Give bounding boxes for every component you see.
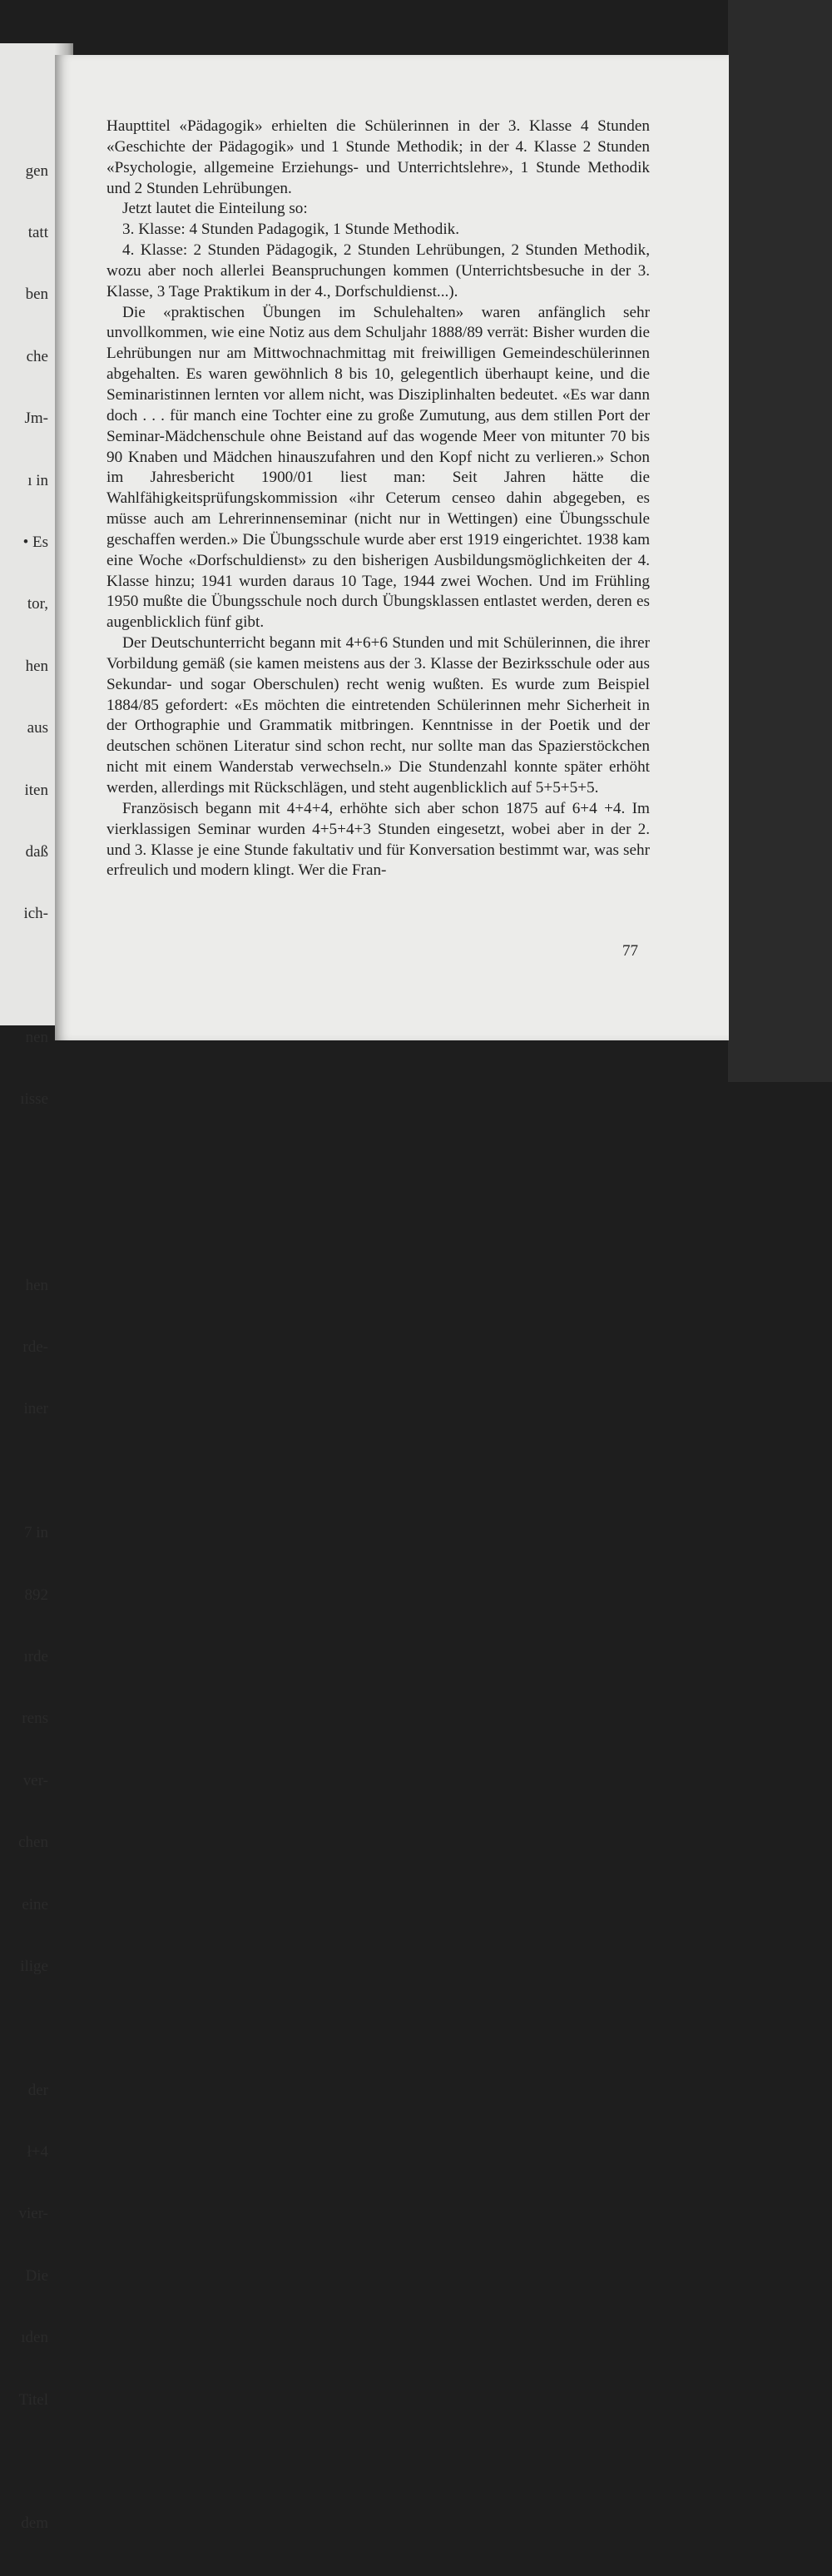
left-line: hen bbox=[25, 657, 48, 675]
left-line: ben bbox=[25, 285, 48, 304]
left-line: 7 in bbox=[23, 1524, 48, 1542]
left-line: ver- bbox=[22, 1771, 48, 1789]
left-line: tor, bbox=[27, 595, 48, 613]
left-line bbox=[18, 2018, 48, 2039]
paragraph-klasse-4: 4. Klasse: 2 Stunden Pädagogik, 2 Stunden Lehrübungen, 2 Stunden Methodik, wozu aber noch allerlei Beanspruchungen kommen (Unterrichtsbesuche in der 3. Klasse, 3 Tage Praktikum in der 4., Dorfschuldienst...). bbox=[106, 241, 650, 300]
paragraph-haupttitel: Haupttitel «Pädagogik» erhielten die Schülerinnen in der 3. Klasse 4 Stunden «Geschichte der Pädagogik» und 1 Stunde Methodik; in der 4. Klasse 2 Stunden «Psychologie, allgemeine Erziehungs- und Unterrichtslehre», 1 Stunde Methodik und 2 Stunden Lehrübungen. bbox=[106, 117, 650, 197]
page-body-text bbox=[106, 117, 650, 881]
paragraph-praktische-uebungen: Die «praktischen Übungen im Schulehalten» waren anfänglich sehr unvollkommen, wie eine Notiz aus dem Schuljahr 1888/89 verrät: Bisher wurden die Lehrübungen nur am Mittwochnachmittag mit freiwilligen Gemeindeschülerinnen abgehalten. Es waren gewöhnlich 8 bis 10, gelegentlich überhaupt keine, und die Seminaristinnen lernten vor allem nicht, was Disziplinhalten bedeutet. «Es war dann doch . . . für manch eine Tochter eine zu große Zumutung, aus dem stillen Port der Seminar-Mädchenschule ohne Beistand auf das wogende Meer von mitunter 70 bis 90 Knaben und Mädchen hinauszufahren und den Kopf nicht zu verlieren.» Schon im Jahresbericht 1900/01 liest man: Seit Jahren hätte die Wahlfähigkeitsprüfungskommission «ihr Ceterum censeo dahin abgegeben, es müsse auch am Lehrerinnenseminar (nicht nur in Wettingen) eine Übungsschule geschaffen werden.» Die Übungsschule wurde aber erst 1919 eingerichtet. 1938 kam eine Woche «Dorfschuldienst» zu den bisherigen Ausbildungsmöglichkeiten der 4. Klasse hinzu; 1941 wurden daraus 10 Tage, 1944 zwei Wochen. Und im Frühling 1950 mußte die Übungsschule noch durch Übungsklassen entlastet werden, deren es augenblicklich fünf gibt. bbox=[106, 303, 650, 632]
left-line: tatt bbox=[27, 223, 48, 241]
left-line: nen bbox=[25, 1029, 48, 1047]
book-page bbox=[55, 55, 729, 1040]
left-line: ıden bbox=[21, 2329, 48, 2347]
left-line: iner bbox=[23, 1400, 48, 1418]
left-line: ı in bbox=[27, 471, 48, 489]
left-line: Jm- bbox=[24, 409, 48, 428]
page-number: 77 bbox=[622, 942, 638, 960]
left-line bbox=[18, 1214, 48, 1234]
left-line: Titel bbox=[18, 2390, 48, 2409]
left-line: ich- bbox=[23, 905, 48, 923]
left-line: daß bbox=[25, 842, 48, 861]
left-line: che bbox=[26, 347, 48, 365]
left-line: ırde bbox=[23, 1647, 48, 1665]
paragraph-franzoesisch: Französisch begann mit 4+4+4, erhöhte sich aber schon 1875 auf 6+4 +4. Im vierklassigen Seminar wurden 4+5+4+3 Stunden eingesetzt, wobei aber in der 2. und 3. Klasse je eine Stunde fakultativ und für Konversation bestimmt war, was sehr erfreulich und modern klingt. Wer die Fran- bbox=[106, 799, 650, 880]
left-line: eine bbox=[22, 1895, 48, 1913]
left-line bbox=[18, 2452, 48, 2473]
left-line: rens bbox=[22, 1710, 48, 1728]
left-line: 892 bbox=[24, 1586, 48, 1604]
left-line: der bbox=[27, 2081, 48, 2099]
left-line: iten bbox=[24, 781, 48, 799]
left-line: chen bbox=[18, 1834, 48, 1852]
left-line: vier- bbox=[18, 2205, 48, 2223]
left-line: aus bbox=[27, 719, 48, 737]
left-line: Die bbox=[25, 2266, 48, 2285]
left-line bbox=[18, 966, 48, 987]
paragraph-deutschunterricht: Der Deutschunterricht begann mit 4+6+6 Stunden und mit Schülerinnen, die ihrer Vorbildung gemäß (sie kamen meistens aus der 3. Klasse der Bezirksschule oder aus Sekundar- und sogar Oberschulen) recht wenig wußten. Es wurde zum Beispiel 1884/85 gefordert: «Es möchten die eintretenden Schülerinnen mehr Sicherheit in der Orthographie und Grammatik mitbringen. Kenntnisse in der Poetik und der deutschen schönen Literatur sind schon recht, nur sollte man das Spazierstöckchen nicht mit einem Wanderstab verwechseln.» Die Stundenzahl konnte später erhöht werden, allerdings mit Rückschlägen, und steht augenblicklich auf 5+5+5+5. bbox=[106, 634, 650, 797]
dark-background-right bbox=[728, 0, 832, 1082]
left-line bbox=[18, 1462, 48, 1482]
left-line: • Es bbox=[22, 533, 48, 551]
left-line: ıisse bbox=[20, 1090, 48, 1109]
left-line: ilige bbox=[20, 1957, 48, 1975]
left-page-text bbox=[18, 120, 48, 2576]
left-line: gen bbox=[25, 161, 48, 180]
left-line: hen bbox=[25, 1276, 48, 1294]
left-line bbox=[18, 1152, 48, 1173]
left-line: rde- bbox=[22, 1338, 48, 1357]
paragraph-einteilung: Jetzt lautet die Einteilung so: bbox=[122, 200, 308, 218]
paragraph-klasse-3: 3. Klasse: 4 Stunden Padagogik, 1 Stunde Methodik. bbox=[122, 221, 460, 239]
left-line: dem bbox=[21, 2514, 48, 2533]
left-line: ł+4 bbox=[27, 2143, 48, 2162]
